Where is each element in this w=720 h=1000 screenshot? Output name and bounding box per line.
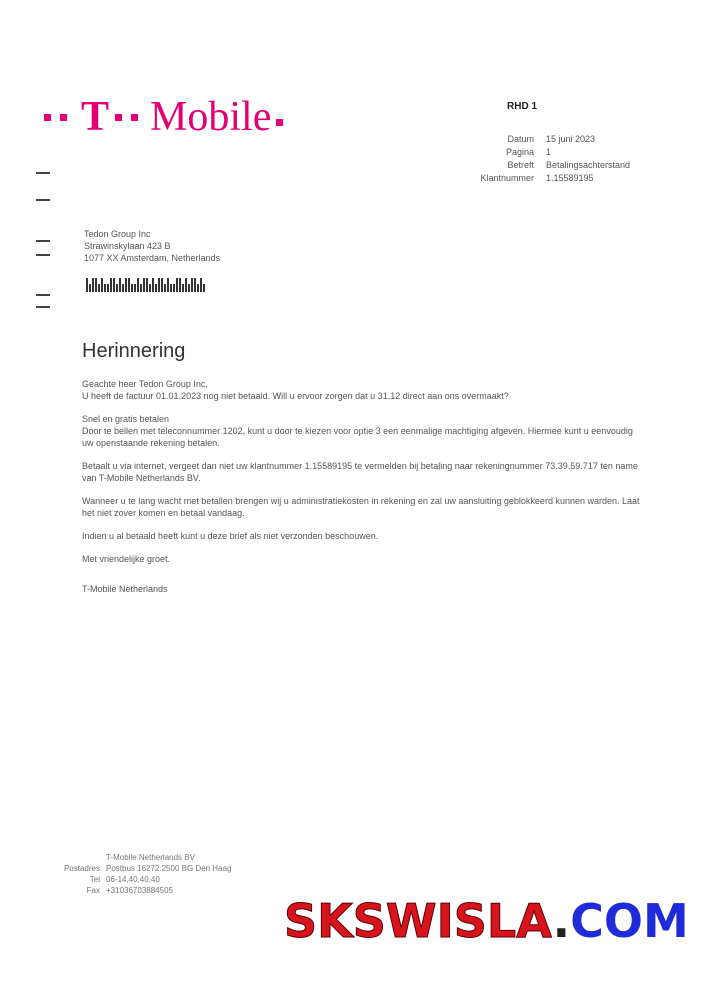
footer-row (50, 885, 231, 896)
barcode-bar (107, 284, 109, 292)
barcode-bar (140, 284, 142, 292)
t-mobile-logo (44, 92, 283, 142)
barcode-bar (119, 278, 121, 292)
watermark (284, 894, 689, 948)
barcode-bar (185, 278, 187, 292)
fold-mark (36, 294, 50, 296)
barcode-bar (203, 284, 205, 292)
letter-body (82, 378, 642, 606)
greeting: Geachte heer Tedon Group Inc, (82, 379, 208, 389)
meta-row-page (440, 146, 630, 159)
footer-row (50, 863, 231, 874)
section-title: Snel en gratis betalen (82, 414, 170, 424)
barcode-bar (149, 284, 151, 292)
meta-value: 15 juni 2023 (546, 134, 596, 144)
barcode-bar (137, 278, 139, 292)
barcode-bar (104, 284, 106, 292)
payment-instructions: Door te bellen met teleconnummer 1202, kunt u door te kiezen voor optie 3 een eenmalige machtiging afgeven. Hiermee kunt u eenvoudig uw openstaande rekening betalen. (82, 426, 633, 448)
postal-barcode (86, 276, 206, 292)
meta-row-subject (440, 159, 630, 172)
barcode-bar (101, 278, 103, 292)
fold-mark (36, 240, 50, 242)
recipient-address (84, 228, 220, 264)
barcode-bar (191, 278, 193, 292)
signature: T-Mobile Netherlands (82, 584, 168, 594)
barcode-bar (131, 284, 133, 292)
barcode-bar (146, 278, 148, 292)
footer-company-row (50, 852, 231, 863)
letter-heading: Herinnering (82, 340, 186, 362)
barcode-bar (152, 278, 154, 292)
meta-label: Pagina (505, 147, 534, 157)
meta-label: Betreft (507, 160, 534, 170)
barcode-bar (125, 278, 127, 292)
barcode-bar (143, 278, 145, 292)
barcode-bar (116, 284, 118, 292)
barcode-bar (128, 278, 130, 292)
barcode-bar (170, 284, 172, 292)
meta-value: 1 (546, 147, 552, 157)
barcode-bar (113, 278, 115, 292)
fold-mark (36, 199, 50, 201)
logo-dot-end (276, 119, 283, 126)
footer-value: 06-14,40,40,40 (106, 875, 160, 884)
letter-meta (440, 133, 630, 185)
footer-contact (50, 852, 231, 896)
barcode-bar (86, 278, 88, 292)
footer-value: Postbus 16272.2500 BG Den Haag (106, 864, 232, 873)
barcode-bar (134, 284, 136, 292)
footer-row (50, 874, 231, 885)
footer-label: Fax (86, 886, 100, 895)
barcode-bar (179, 278, 181, 292)
barcode-bar (92, 278, 94, 292)
barcode-bar (173, 284, 175, 292)
logo-dots-left (44, 114, 67, 121)
watermark-dot: . (552, 894, 571, 948)
internet-payment-text: Betaalt u via internet, vergeet dan niet uw klantnummer 1.15589195 te vermelden bij betaling naar rekeningnummer 73.39.59.717 ten name van T-Mobile Netherlands BV. (82, 461, 638, 483)
barcode-bar (161, 278, 163, 292)
barcode-bar (122, 284, 124, 292)
already-paid-text: Indien u al betaald heeft kunt u deze brief als niet verzonden beschouwen. (82, 531, 379, 541)
barcode-bar (200, 278, 202, 292)
logo-t-letter: T (81, 94, 110, 140)
barcode-bar (164, 284, 166, 292)
recipient-street: Strawinskylaan 423 B (84, 241, 171, 251)
barcode-bar (182, 284, 184, 292)
watermark-text-red: SKSWISLA (284, 894, 553, 948)
barcode-bar (167, 278, 169, 292)
barcode-bar (176, 278, 178, 292)
watermark-text-blue: COM (570, 894, 689, 948)
barcode-bar (110, 278, 112, 292)
footer-value: +31036703884505 (106, 886, 173, 895)
barcode-bar (155, 284, 157, 292)
meta-row-date (440, 133, 630, 146)
fold-mark (36, 172, 50, 174)
recipient-name: Tedon Group Inc (84, 229, 151, 239)
barcode-bar (194, 278, 196, 292)
fold-mark (36, 306, 50, 308)
closing: Met vriendelijke groet. (82, 554, 171, 564)
meta-label: Datum (507, 134, 534, 144)
meta-value: Betalingsachterstand (546, 160, 631, 170)
barcode-bar (197, 284, 199, 292)
logo-brand-name: Mobile (150, 94, 272, 140)
logo-dots-middle (115, 114, 138, 121)
footer-company: T-Mobile Netherlands BV (106, 853, 195, 862)
fold-mark (36, 254, 50, 256)
barcode-bar (98, 284, 100, 292)
footer-label: Postadres (63, 864, 100, 873)
recipient-city: 1077 XX Amsterdam, Netherlands (84, 253, 221, 263)
meta-row-customer-number (440, 172, 630, 185)
meta-value: 1.15589195 (546, 173, 594, 183)
warning-text: Wanneer u te lang wacht met betallen brengen wij u administratiekosten in rekening en zal uw aansluiting geblokkeerd kunnen warden. Laat het niet zover komen en betaal vandaag. (82, 496, 640, 518)
barcode-bar (95, 278, 97, 292)
footer-label: Tel (89, 875, 100, 884)
barcode-bar (89, 284, 91, 292)
barcode-bar (158, 278, 160, 292)
barcode-bar (188, 284, 190, 292)
meta-label: Klantnummer (480, 173, 534, 183)
intro-text: U heeft de factuur 01.01.2023 nog niet betaald. Will u ervoor zorgen dat u 31.12 direct aan ons overmaakt? (82, 391, 509, 401)
document-reference: RHD 1 (507, 101, 538, 112)
